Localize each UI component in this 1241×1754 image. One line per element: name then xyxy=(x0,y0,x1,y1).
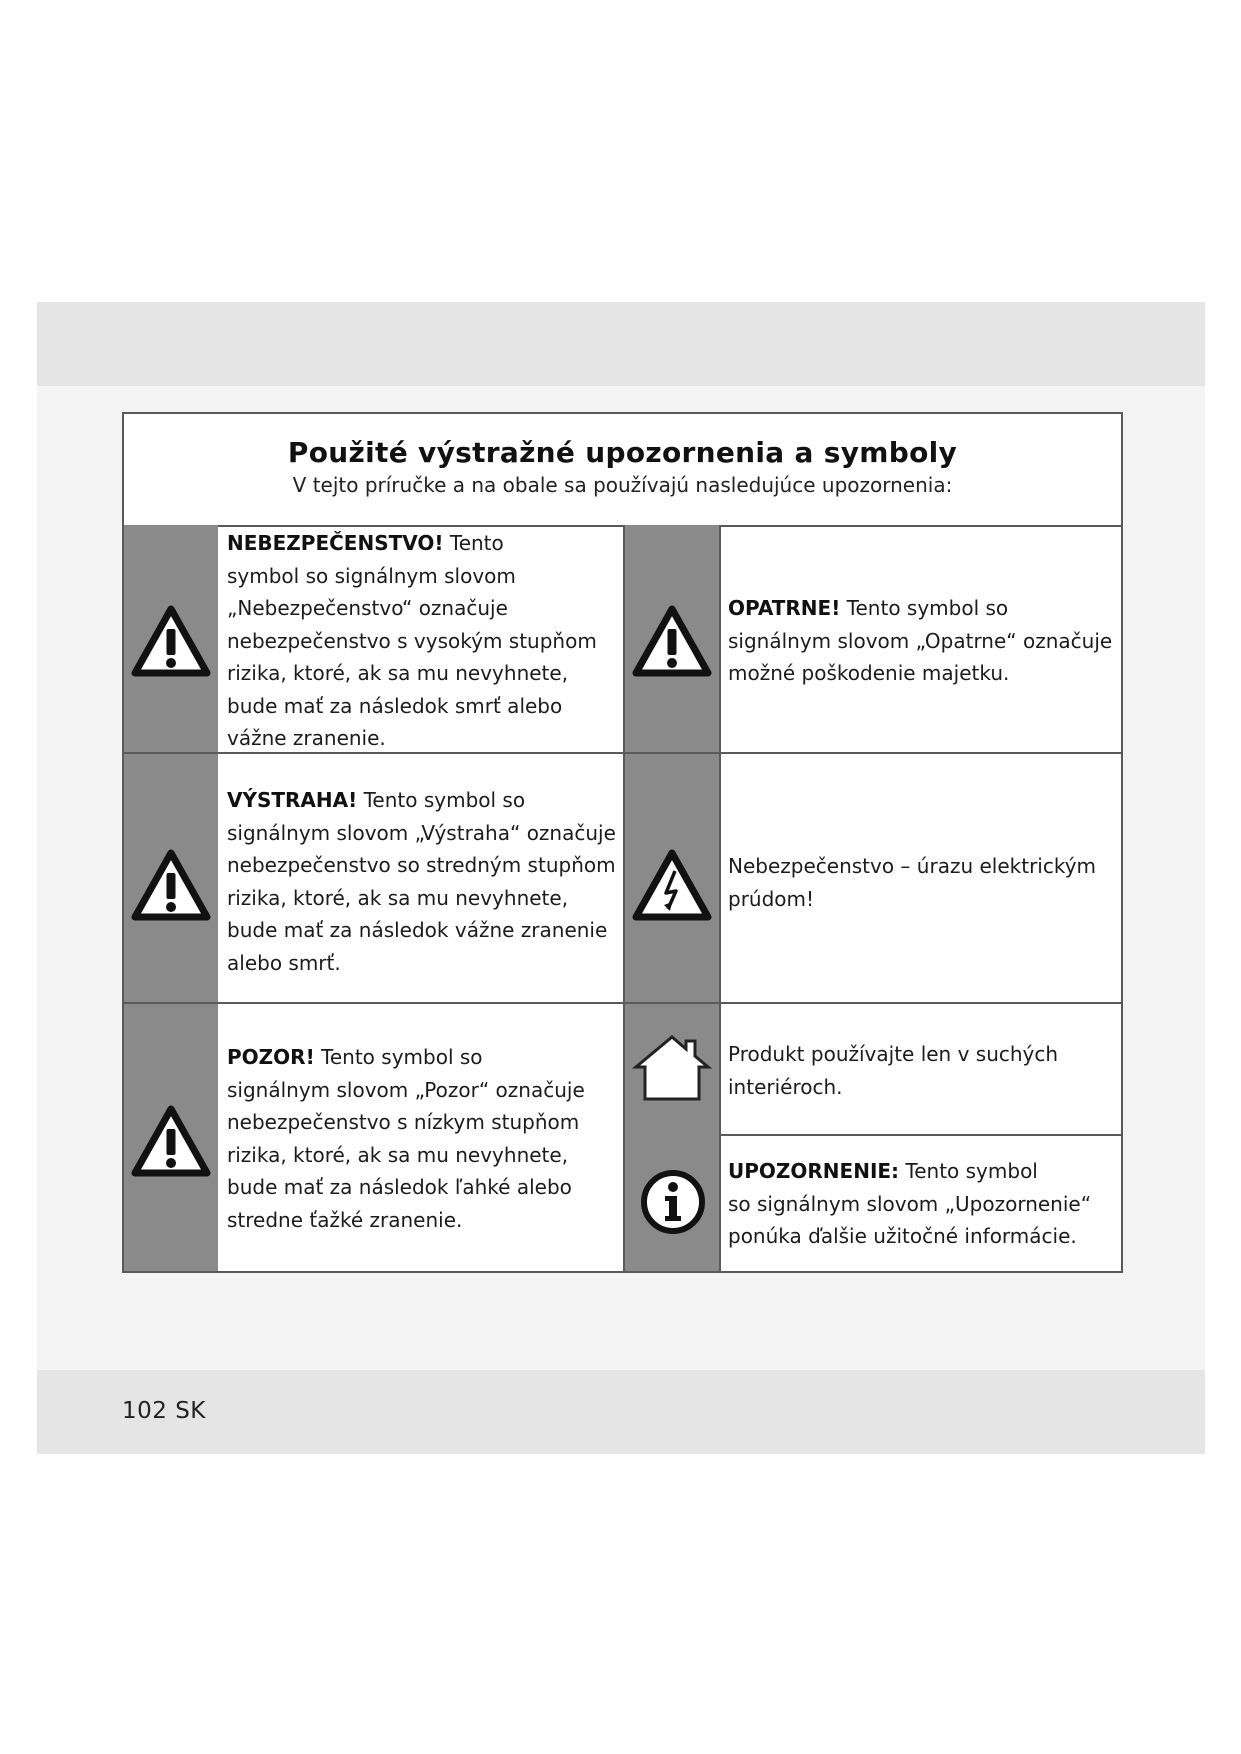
info-icon xyxy=(639,1168,707,1236)
table-subtitle: V tejto príručke a na obale sa používajú nasledujúce upozornenia: xyxy=(292,473,953,497)
danger-text: NEBEZPEČENSTVO! Tento symbol so signálnym slovom „Nebezpečenstvo“ označuje nebezpečenstvo s vysokým stupňom rizika, ktoré, ak sa mu nevyhnete, bude mať za následok smrť alebo vážne zranenie. xyxy=(227,531,597,750)
warning-symbols-table xyxy=(122,412,1123,1273)
indoor-text: Produkt používajte len v suchých interiéroch. xyxy=(728,1042,1059,1099)
electric-text: Nebezpečenstvo – úrazu elektrickým prúdom! xyxy=(728,854,1097,911)
notice-keyword: UPOZORNENIE: xyxy=(728,1159,900,1183)
table-title: Použité výstražné upozornenia a symboly xyxy=(287,436,958,469)
caution-text: POZOR! Tento symbol so signálnym slovom „Pozor“ označuje nebezpečenstvo s nízkym stupňom rizika, ktoré, ak sa mu nevyhnete, bude mať za následok ľahké alebo stredne ťažké zranenie. xyxy=(227,1045,585,1232)
warning-triangle-icon xyxy=(632,605,712,677)
electric-shock-icon xyxy=(632,849,712,921)
warning-triangle-icon xyxy=(131,1105,211,1177)
warning-keyword: VÝSTRAHA! xyxy=(227,788,358,812)
danger-keyword: NEBEZPEČENSTVO! xyxy=(227,531,444,555)
notice-text: UPOZORNENIE: Tento symbol so signálnym slovom „Upozornenie“ ponúka ďalšie užitočné informácie. xyxy=(728,1159,1092,1248)
row-divider-3 xyxy=(719,1134,1121,1136)
bottom-band xyxy=(37,1370,1205,1454)
caution-keyword: POZOR! xyxy=(227,1045,315,1069)
warning-text: VÝSTRAHA! Tento symbol so signálnym slovom „Výstraha“ označuje nebezpečenstvo so stredným stupňom rizika, ktoré, ak sa mu nevyhnete, bude mať za následok vážne zranenie alebo smrť. xyxy=(227,788,616,975)
caution-property-keyword: OPATRNE! xyxy=(728,596,841,620)
house-icon xyxy=(632,1033,712,1103)
caution-property-text: OPATRNE! Tento symbol so signálnym slovom „Opatrne“ označuje možné poškodenie majetku. xyxy=(728,596,1113,685)
column-divider-left xyxy=(623,525,625,1271)
warning-triangle-icon xyxy=(131,605,211,677)
page-number: 102 SK xyxy=(122,1398,206,1424)
top-band xyxy=(37,302,1205,386)
warning-triangle-icon xyxy=(131,849,211,921)
column-divider-mid xyxy=(719,525,721,1271)
row-divider-2 xyxy=(124,1002,1121,1004)
table-header xyxy=(124,414,1121,527)
